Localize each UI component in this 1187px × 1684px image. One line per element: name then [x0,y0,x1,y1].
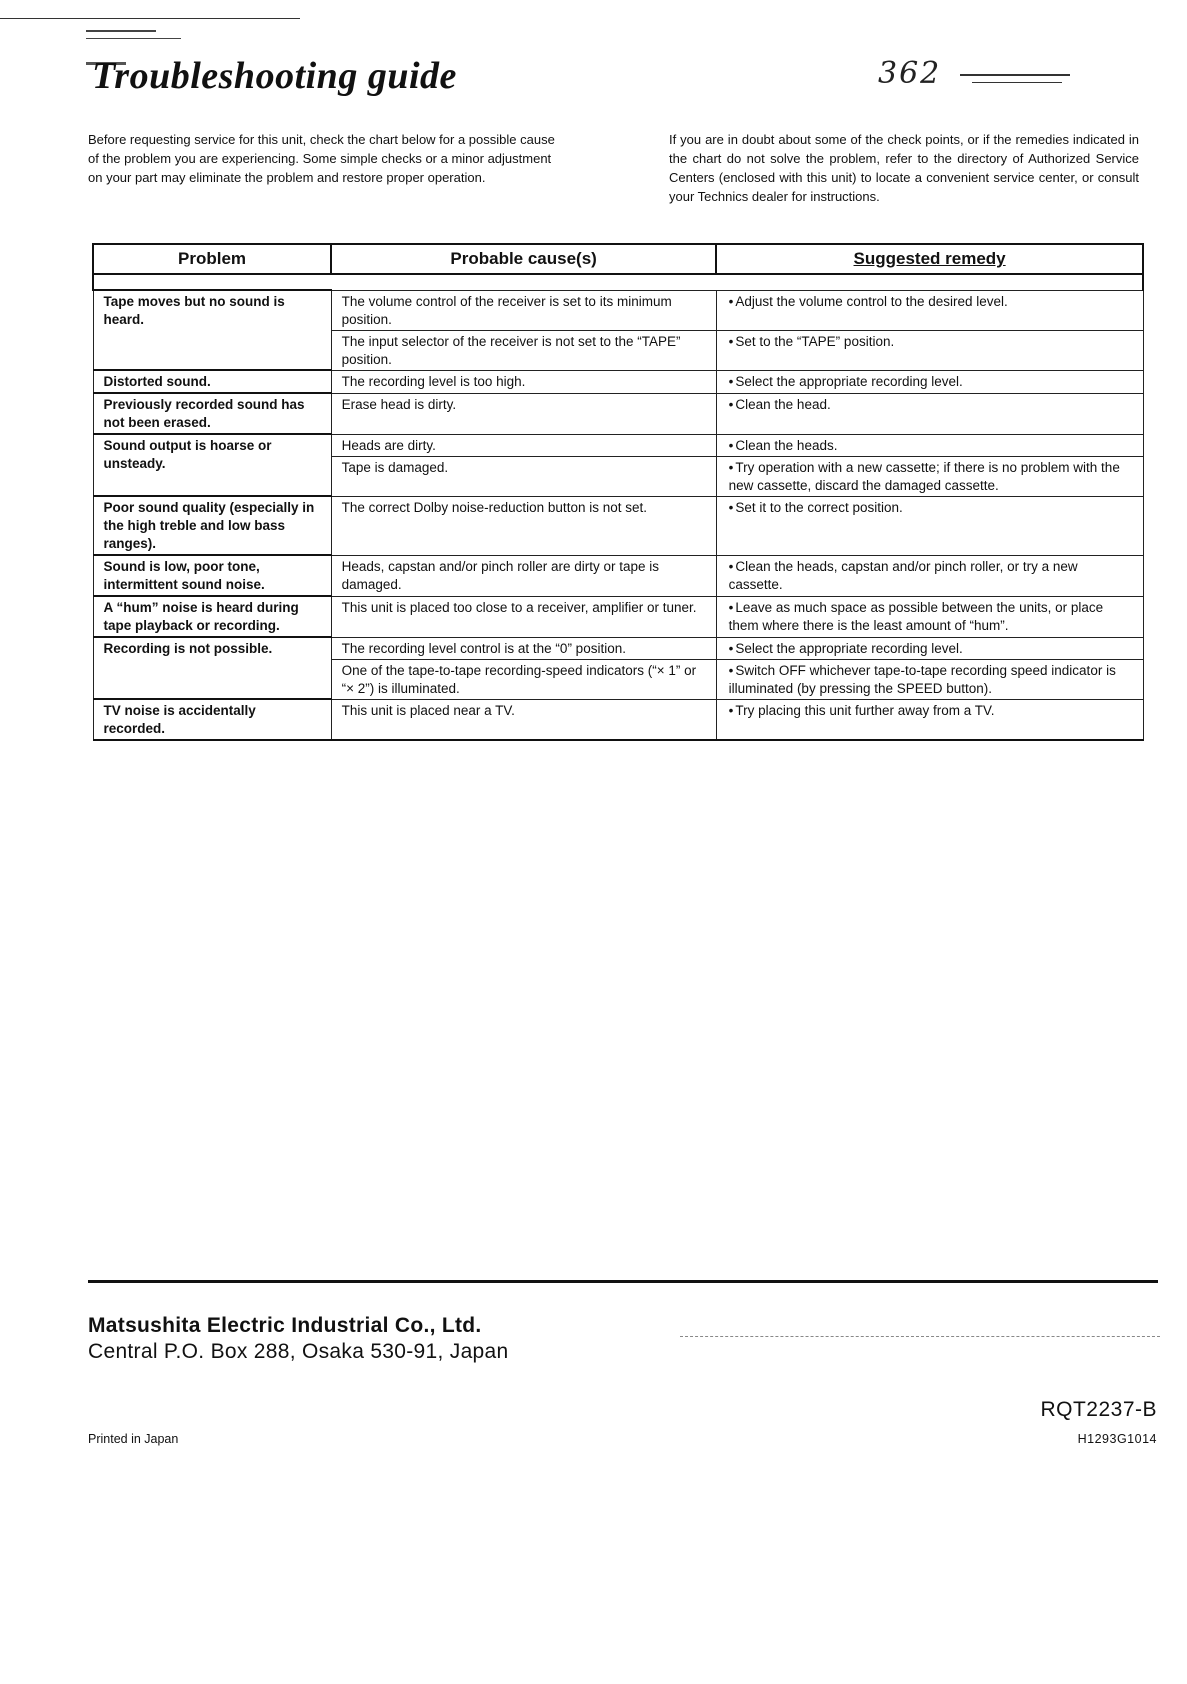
scan-dashes [680,1336,1160,1337]
header-cause: Probable cause(s) [331,244,716,274]
intro-left: Before requesting service for this unit, check the chart below for a possible cause of the problem you are experiencing. Some simple checks or a minor adjustment on your part may eliminate the problem and restore proper operation. [88,132,555,185]
problem-cell: Sound is low, poor tone, intermittent sound noise. [93,555,331,596]
remedy-cell [716,596,1143,637]
print-code: H1293G1014 [1077,1432,1157,1446]
cause-cell: Erase head is dirty. [331,393,716,434]
handwritten-note: 362 [878,56,942,91]
table-row [93,596,1143,637]
remedy-text: • Try placing this unit further away from a TV. [729,703,995,718]
problem-cell: A “hum” noise is heard during tape playback or recording. [93,596,331,637]
table-row [93,496,1143,555]
cause-cell: The recording level control is at the “0” position. [331,637,716,659]
remedy-cell [716,290,1143,330]
table-row [93,555,1143,596]
remedy-text: • Clean the heads. [729,438,838,453]
remedy-cell [716,555,1143,596]
cause-cell: This unit is placed near a TV. [331,699,716,740]
intro-right: If you are in doubt about some of the check points, or if the remedies indicated in the chart do not solve the problem, refer to the directory of Authorized Service Centers (enclosed with this unit) to locate a convenient service center, or consult your Technics dealer for instructions. [669,132,1139,204]
cause-cell: Tape is damaged. [331,456,716,496]
remedy-text: • Set to the “TAPE” position. [729,334,895,349]
cause-cell: The recording level is too high. [331,370,716,393]
problem-cell: Distorted sound. [93,370,331,393]
cause-cell: One of the tape-to-tape recording-speed indicators (“× 1” or “× 2”) is illuminated. [331,659,716,699]
remedy-text: • Select the appropriate recording level. [729,641,963,656]
header-remedy: Suggested remedy [716,244,1143,274]
company-name: Matsushita Electric Industrial Co., Ltd. [88,1314,482,1337]
handwritten-stroke [972,82,1062,83]
table-row [93,290,1143,330]
cause-cell: Heads, capstan and/or pinch roller are dirty or tape is damaged. [331,555,716,596]
table-row [93,637,1143,659]
top-rule [0,18,300,19]
remedy-text: • Leave as much space as possible between the units, or place them where there is the least amount of “hum”. [729,600,1103,633]
remedy-cell [716,637,1143,659]
remedy-cell [716,699,1143,740]
problem-cell: TV noise is accidentally recorded. [93,699,331,740]
printed-in: Printed in Japan [88,1432,179,1446]
troubleshooting-table [92,243,1144,741]
remedy-text: • Clean the heads, capstan and/or pinch roller, or try a new cassette. [729,559,1078,592]
remedy-cell [716,370,1143,393]
page-title: Troubleshooting guide [92,55,457,97]
table-row [93,393,1143,434]
problem-cell: Poor sound quality (especially in the high treble and low bass ranges). [93,496,331,555]
remedy-text: • Clean the head. [729,397,831,412]
remedy-cell [716,659,1143,699]
scan-mark [86,30,156,32]
remedy-text: • Select the appropriate recording level. [729,374,963,389]
scan-mark [86,38,181,39]
header-spacer [93,274,1143,290]
cause-cell: The input selector of the receiver is not set to the “TAPE” position. [331,330,716,370]
remedy-text: • Switch OFF whichever tape-to-tape recording speed indicator is illuminated (by pressing the SPEED button). [729,663,1116,696]
cause-cell: The correct Dolby noise-reduction button is not set. [331,496,716,555]
remedy-text: • Adjust the volume control to the desired level. [729,294,1008,309]
table-row [93,370,1143,393]
document-code: RQT2237-B [1040,1398,1157,1421]
cause-cell: This unit is placed too close to a receiver, amplifier or tuner. [331,596,716,637]
footer-rule [88,1280,1158,1283]
problem-cell: Recording is not possible. [93,637,331,699]
remedy-cell [716,330,1143,370]
table-row [93,699,1143,740]
remedy-cell [716,456,1143,496]
remedy-cell [716,496,1143,555]
handwritten-stroke [960,74,1070,76]
problem-cell: Tape moves but no sound is heard. [93,290,331,370]
header-problem: Problem [93,244,331,274]
cause-cell: Heads are dirty. [331,434,716,456]
problem-cell: Sound output is hoarse or unsteady. [93,434,331,496]
remedy-cell [716,393,1143,434]
remedy-text: • Set it to the correct position. [729,500,903,515]
table-header-row [93,244,1143,274]
remedy-cell [716,434,1143,456]
problem-cell: Previously recorded sound has not been erased. [93,393,331,434]
remedy-text: • Try operation with a new cassette; if there is no problem with the new cassette, discard the damaged cassette. [729,460,1120,493]
cause-cell: The volume control of the receiver is set to its minimum position. [331,290,716,330]
table-row [93,434,1143,456]
company-address: Central P.O. Box 288, Osaka 530-91, Japan [88,1340,509,1363]
